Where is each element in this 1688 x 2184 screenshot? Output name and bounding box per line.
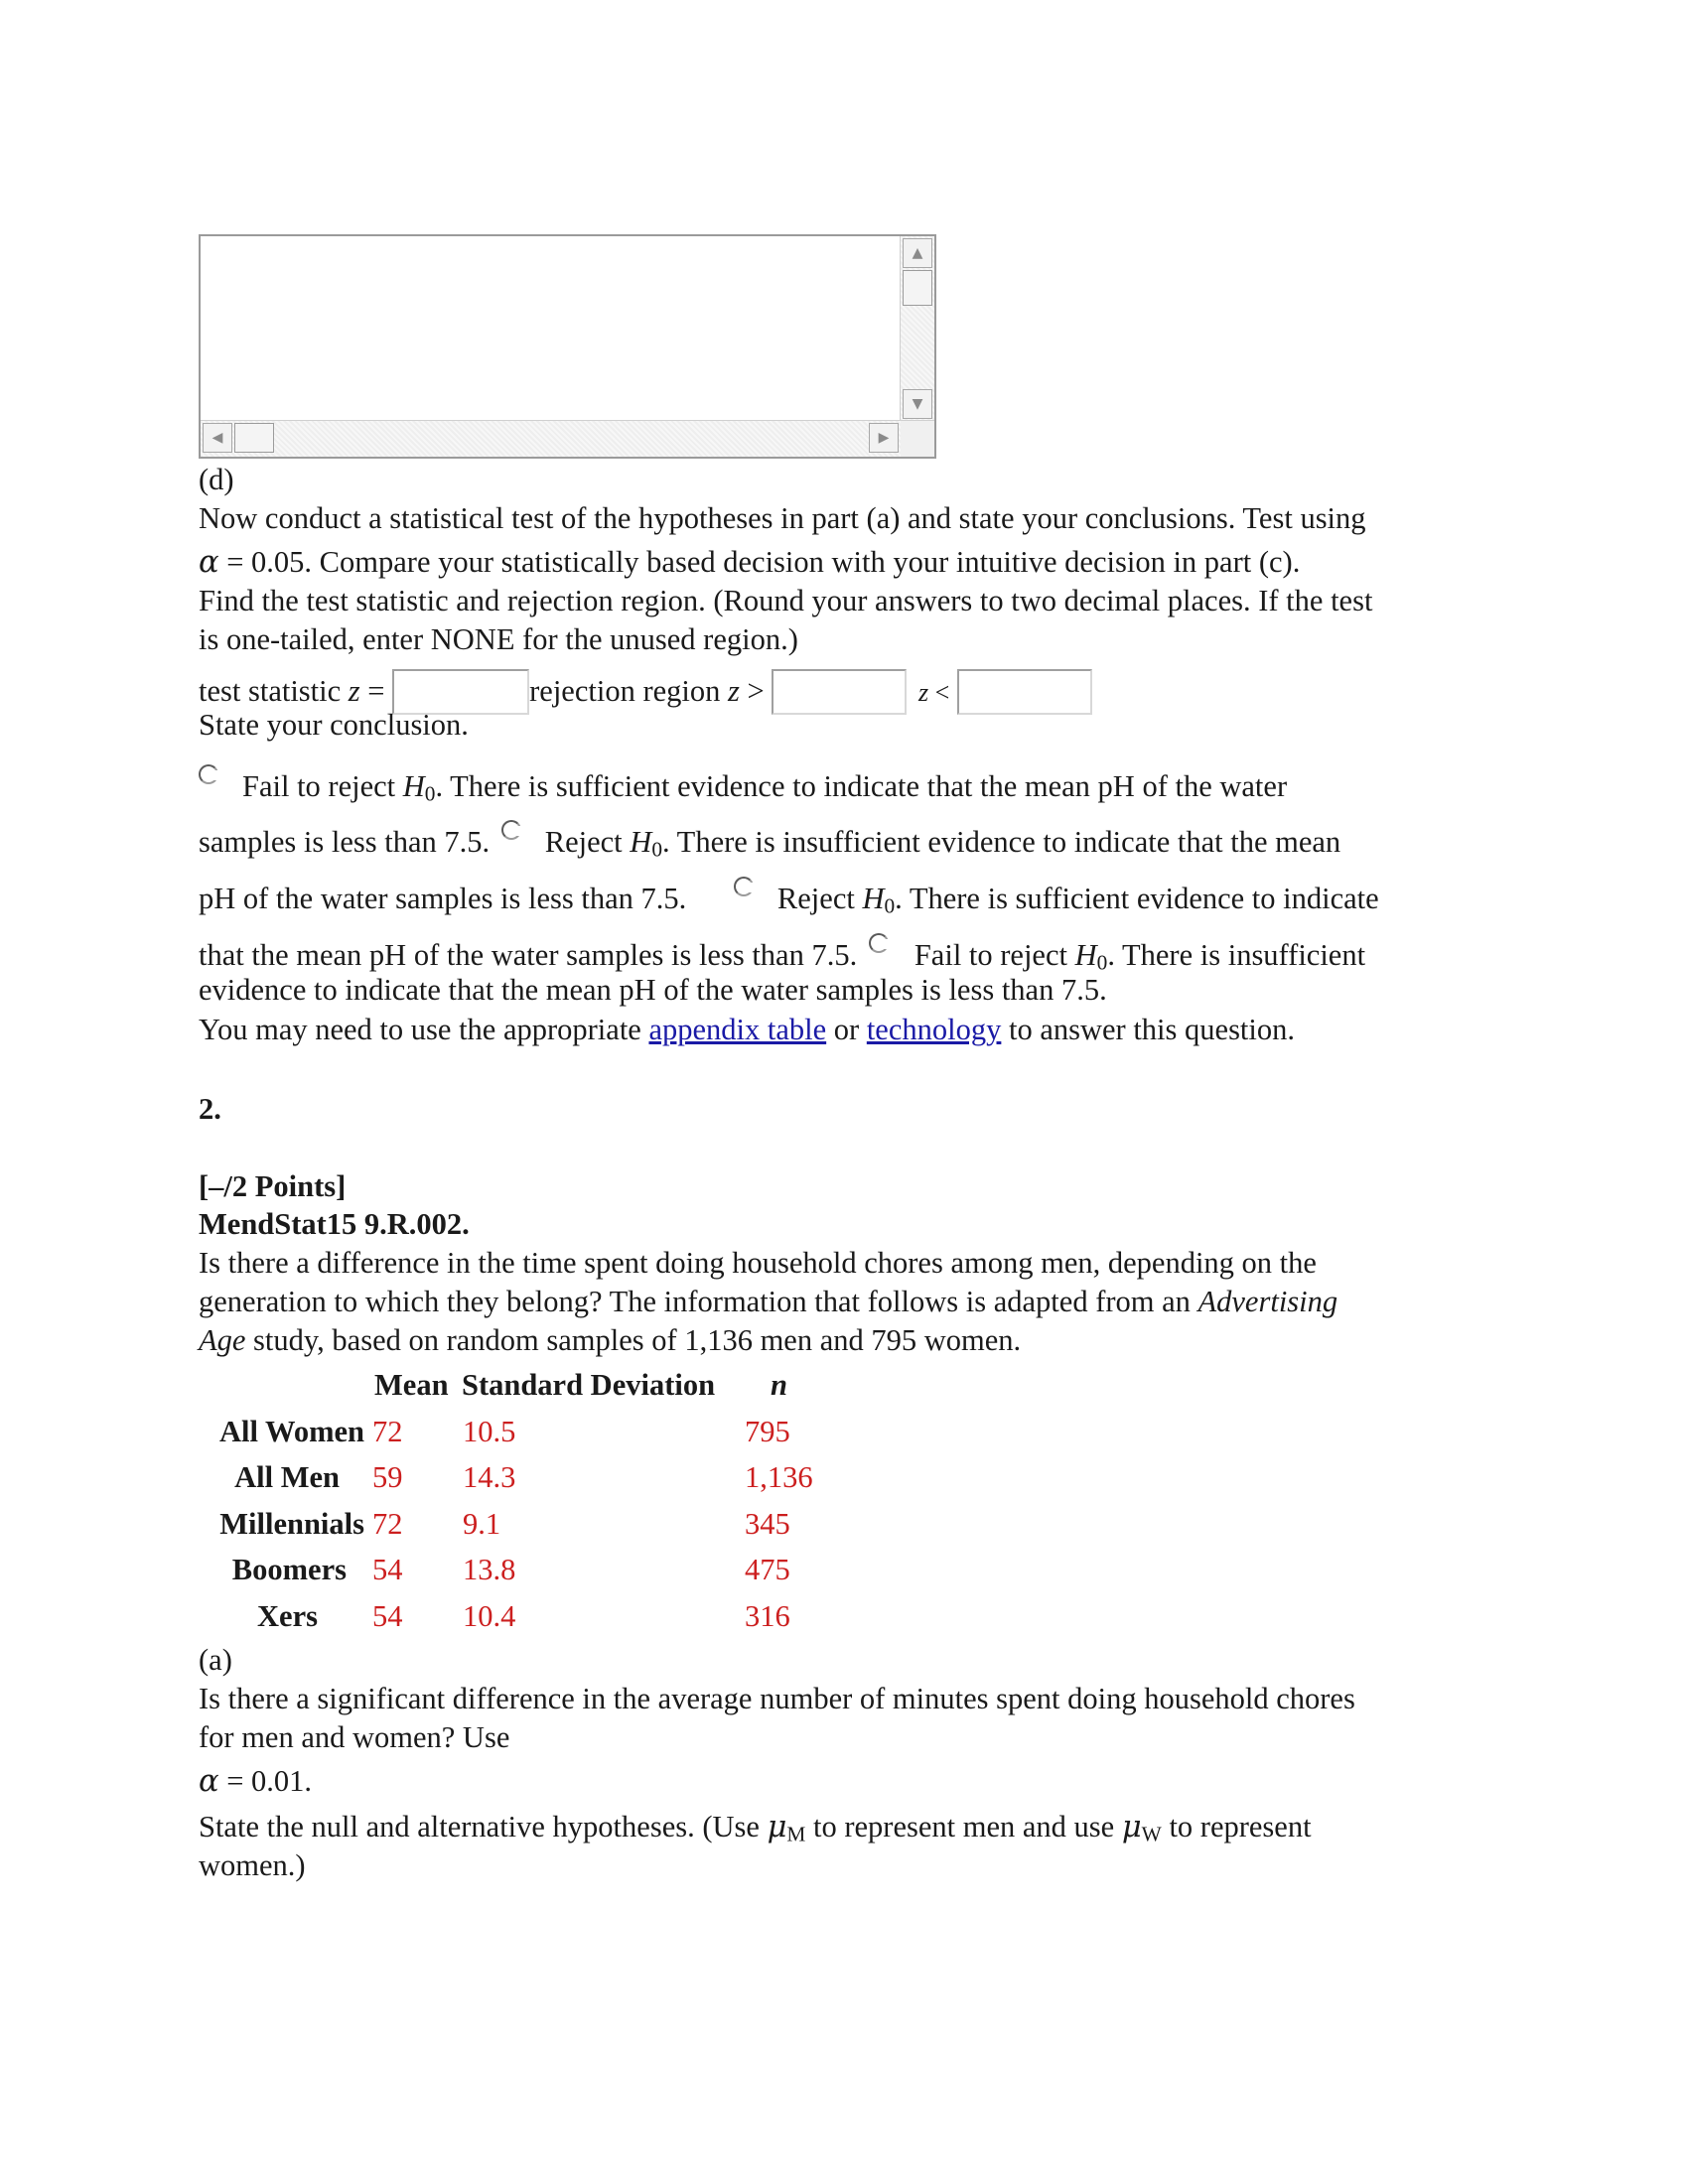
horizontal-scrollbar[interactable] (201, 420, 934, 457)
cell-n: 345 (745, 1507, 790, 1541)
part-d-instruction-line-1: Now conduct a statistical test of the hypotheses in part (a) and state your conclusions. Test using (199, 501, 1366, 535)
cell-sd: 10.4 (463, 1599, 516, 1633)
conclusion-option-4: that the mean pH of the water samples is less than 7.5. Fail to reject $H_0$. There is insufficient (199, 933, 1365, 975)
conclusion-option-4-continued: evidence to indicate that the mean pH of the water samples is less than 7.5. (199, 973, 1107, 1007)
part-d-instruction-line-3: Find the test statistic and rejection region. (Round your answers to two decimal places. If the test (199, 584, 1373, 617)
question-intro-line-1: Is there a difference in the time spent doing household chores among men, depending on the (199, 1246, 1317, 1280)
state-conclusion-label: State your conclusion. (199, 708, 469, 742)
part-a-label: (a) (199, 1643, 232, 1677)
test-statistic-row: test statistic z = rejection region z > z < (199, 669, 1092, 715)
vertical-scroll-thumb[interactable] (903, 270, 932, 306)
conclusion-radio-2[interactable] (501, 820, 521, 840)
part-a-line-1: Is there a significant difference in the average number of minutes spent doing household chores (199, 1682, 1355, 1715)
rejection-region-upper-input[interactable] (772, 669, 907, 715)
part-d-instruction-line-2: α = 0.05. Compare your statistically based decision with your intuitive decision in part (c). (199, 545, 1301, 580)
part-d-label: (d) (199, 463, 234, 496)
scroll-down-icon[interactable]: ▼ (903, 389, 932, 419)
alpha-symbol: α (199, 545, 219, 580)
scroll-left-icon[interactable]: ◀ (203, 423, 232, 453)
conclusion-radio-3[interactable] (734, 877, 754, 896)
row-label: Millennials (219, 1507, 364, 1541)
answer-textarea[interactable] (199, 234, 936, 459)
alpha-value: α = 0.01. (199, 1764, 313, 1799)
header-standard-deviation: Standard Deviation (462, 1368, 716, 1402)
cell-sd: 13.8 (463, 1553, 516, 1586)
question-intro-line-2: generation to which they belong? The information that follows is adapted from an Advertising (199, 1285, 1338, 1318)
conclusion-radio-4[interactable] (869, 933, 889, 953)
conclusion-option-2: samples is less than 7.5. Reject $H_0$. There is insufficient evidence to indicate that the mean (199, 820, 1340, 862)
horizontal-scroll-thumb[interactable] (234, 423, 274, 453)
header-mean: Mean (374, 1368, 449, 1402)
part-a-line-2: for men and women? Use (199, 1720, 510, 1754)
hypotheses-instruction-line-1: State the null and alternative hypotheses. (Use $\mu_M$ to represent men and use $\mu_W$ to represent (199, 1810, 1312, 1846)
row-label: Boomers (231, 1553, 347, 1586)
hypotheses-instruction-line-2: women.) (199, 1848, 306, 1882)
help-text: You may need to use the appropriate appendix table or technology to answer this question. (199, 1013, 1296, 1046)
cell-mean: 54 (372, 1553, 403, 1586)
question-code: MendStat15 9.R.002. (199, 1207, 470, 1241)
appendix-table-link[interactable]: appendix table (648, 1013, 827, 1046)
technology-link[interactable]: technology (866, 1013, 1002, 1046)
conclusion-option-1: Fail to reject $H_0$. There is sufficient evidence to indicate that the mean pH of the water (199, 764, 1287, 806)
scrollbar-corner (901, 421, 934, 457)
conclusion-option-3: pH of the water samples is less than 7.5. Reject $H_0$. There is sufficient evidence to indicate (199, 877, 1379, 918)
cell-sd: 10.5 (463, 1415, 516, 1448)
part-d-instruction-line-4: is one-tailed, enter NONE for the unused region.) (199, 622, 798, 656)
question-number: 2. (199, 1092, 221, 1126)
row-label: Xers (257, 1599, 318, 1633)
question-intro-line-3: Age study, based on random samples of 1,136 men and 795 women. (199, 1323, 1022, 1357)
cell-sd: 14.3 (463, 1460, 516, 1494)
cell-sd: 9.1 (463, 1507, 501, 1541)
scroll-right-icon[interactable]: ▶ (869, 423, 899, 453)
cell-n: 475 (745, 1553, 790, 1586)
points-label: [–/2 Points] (199, 1169, 347, 1203)
cell-n: 316 (745, 1599, 790, 1633)
cell-mean: 54 (372, 1599, 403, 1633)
row-label: All Men (234, 1460, 340, 1494)
cell-mean: 59 (372, 1460, 403, 1494)
cell-n: 1,136 (745, 1460, 813, 1494)
header-n: n (771, 1368, 787, 1402)
cell-n: 795 (745, 1415, 790, 1448)
vertical-scrollbar[interactable] (900, 236, 934, 421)
conclusion-radio-1[interactable] (199, 764, 218, 784)
rejection-region-lower-input[interactable] (957, 669, 1092, 715)
cell-mean: 72 (372, 1507, 403, 1541)
cell-mean: 72 (372, 1415, 403, 1448)
row-label: All Women (218, 1415, 364, 1448)
scroll-up-icon[interactable]: ▲ (903, 238, 932, 268)
alpha-symbol: α (199, 1764, 219, 1799)
